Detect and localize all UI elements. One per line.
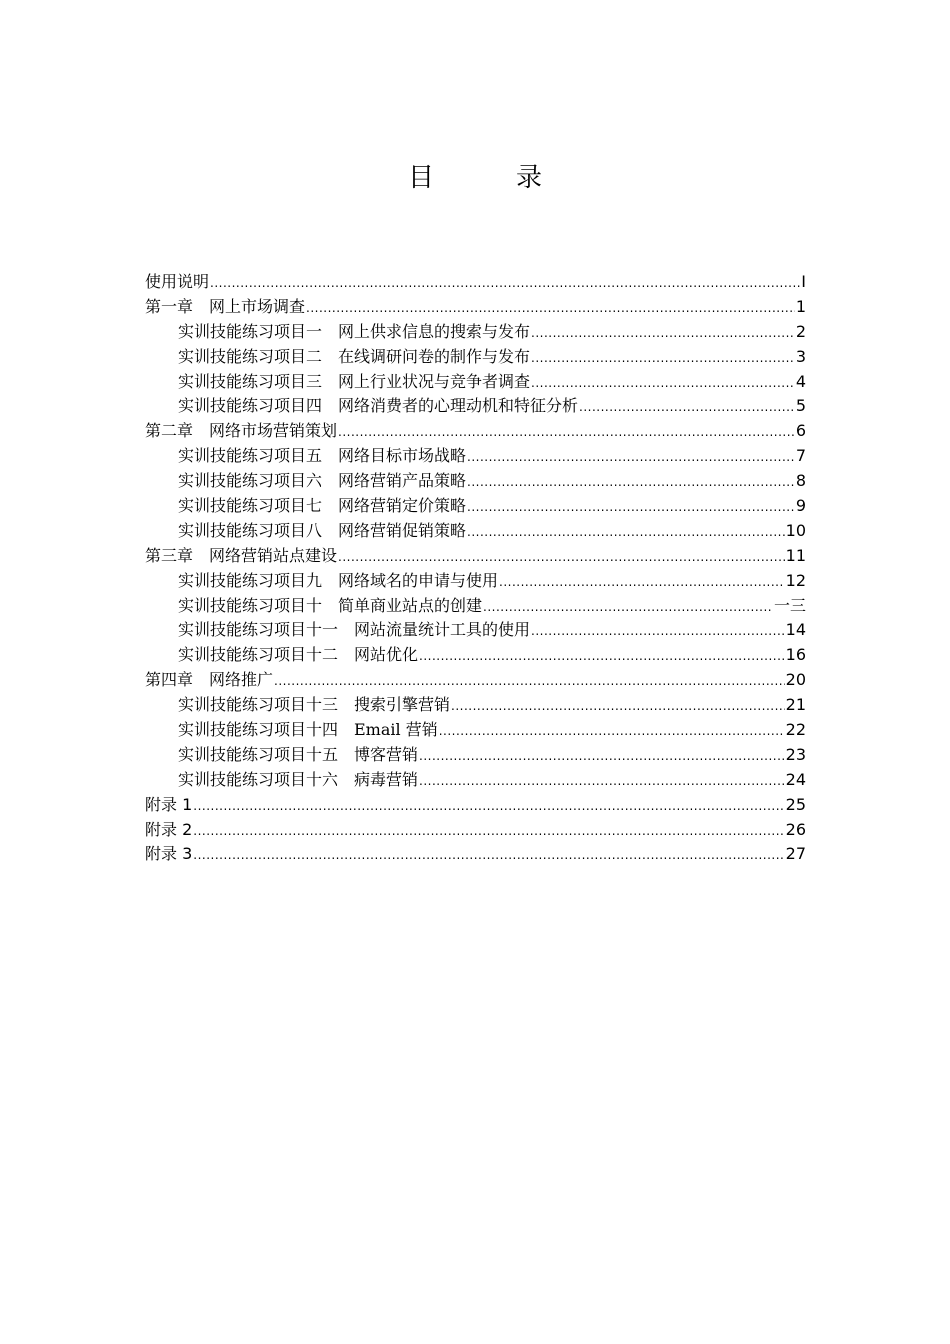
toc-entry-label: 实训技能练习项目十五 博客营销 xyxy=(178,744,419,764)
toc-entry-label: 实训技能练习项目四 网络消费者的心理动机和特征分析 xyxy=(178,396,579,416)
toc-entry[interactable] xyxy=(145,618,806,643)
toc-entry[interactable] xyxy=(145,345,806,370)
toc-entry-label: 实训技能练习项目三 网上行业状况与竞争者调查 xyxy=(178,371,531,391)
toc-entry[interactable] xyxy=(145,842,806,867)
toc-entry[interactable] xyxy=(145,320,806,345)
toc-entry-label: 第三章 网络营销站点建设 xyxy=(145,545,338,565)
toc-entry-page: 24 xyxy=(785,769,806,789)
toc-dot-leader xyxy=(467,520,785,545)
toc-entry[interactable] xyxy=(145,768,806,793)
toc-dot-leader xyxy=(451,694,785,719)
toc-dot-leader xyxy=(274,669,785,694)
toc-dot-leader xyxy=(499,570,785,595)
toc-entry[interactable] xyxy=(145,394,806,419)
toc-entry-page: I xyxy=(801,272,806,291)
toc-entry-page: 一三 xyxy=(773,595,806,615)
toc-entry-page: 7 xyxy=(795,446,806,466)
toc-entry[interactable] xyxy=(145,743,806,768)
toc-entry-label: 实训技能练习项目六 网络营销产品策略 xyxy=(178,471,467,491)
toc-entry-page: 14 xyxy=(785,620,806,640)
toc-dot-leader xyxy=(579,395,795,420)
toc-dot-leader xyxy=(193,819,784,844)
toc-entry[interactable] xyxy=(145,569,806,594)
toc-entry-label: 第一章 网上市场调查 xyxy=(145,296,306,316)
toc-dot-leader xyxy=(338,545,785,570)
toc-dot-leader xyxy=(531,346,795,371)
toc-entry[interactable] xyxy=(145,594,806,619)
toc-entry-page: 3 xyxy=(795,346,806,366)
toc-entry-label: 实训技能练习项目九 网络域名的申请与使用 xyxy=(178,570,499,590)
toc-dot-leader xyxy=(210,271,800,296)
toc-entry-label: 实训技能练习项目十 简单商业站点的创建 xyxy=(178,595,483,615)
toc-dot-leader xyxy=(531,619,785,644)
toc-entry-label: 附录 2 xyxy=(145,819,193,839)
toc-entry[interactable] xyxy=(145,668,806,693)
toc-entry-label: 实训技能练习项目一 网上供求信息的搜索与发布 xyxy=(178,321,531,341)
toc-dot-leader xyxy=(483,595,773,620)
toc-entry-label: 附录 3 xyxy=(145,844,193,864)
toc-entry-page: 16 xyxy=(785,645,806,665)
toc-entry[interactable] xyxy=(145,444,806,469)
toc-entry-label: 实训技能练习项目十六 病毒营销 xyxy=(178,769,419,789)
toc-entry-label: 第二章 网络市场营销策划 xyxy=(145,421,338,441)
toc-dot-leader xyxy=(467,470,795,495)
toc-entry-page: 4 xyxy=(795,371,806,391)
toc-entry[interactable] xyxy=(145,370,806,395)
toc-entry-label: 实训技能练习项目七 网络营销定价策略 xyxy=(178,496,467,516)
toc-entry-page: 8 xyxy=(795,471,806,491)
toc-entry-label: 实训技能练习项目十三 搜索引擎营销 xyxy=(178,695,451,715)
table-of-contents xyxy=(145,270,806,867)
toc-entry[interactable] xyxy=(145,270,806,295)
toc-entry-label: 实训技能练习项目十四 Email 营销 xyxy=(178,720,438,740)
toc-entry-label: 附录 1 xyxy=(145,794,193,814)
toc-entry-label: 第四章 网络推广 xyxy=(145,670,274,690)
toc-entry-page: 26 xyxy=(785,819,806,839)
toc-entry-label: 实训技能练习项目八 网络营销促销策略 xyxy=(178,520,467,540)
toc-entry[interactable] xyxy=(145,295,806,320)
toc-entry[interactable] xyxy=(145,469,806,494)
toc-entry-label: 实训技能练习项目二 在线调研问卷的制作与发布 xyxy=(178,346,531,366)
toc-entry-page: 1 xyxy=(795,296,806,316)
toc-entry-page: 9 xyxy=(795,496,806,516)
toc-dot-leader xyxy=(338,420,795,445)
toc-entry-label: 实训技能练习项目五 网络目标市场战略 xyxy=(178,446,467,466)
toc-dot-leader xyxy=(439,719,785,744)
toc-entry-page: 20 xyxy=(785,670,806,690)
toc-entry[interactable] xyxy=(145,793,806,818)
toc-entry-label: 使用说明 xyxy=(145,272,210,291)
toc-entry[interactable] xyxy=(145,643,806,668)
toc-dot-leader xyxy=(419,644,785,669)
toc-dot-leader xyxy=(531,371,795,396)
toc-dot-leader xyxy=(531,321,795,346)
toc-entry-page: 11 xyxy=(785,545,806,565)
toc-entry[interactable] xyxy=(145,519,806,544)
toc-dot-leader xyxy=(419,769,785,794)
page-title: 目 录 xyxy=(407,163,570,193)
toc-entry[interactable] xyxy=(145,419,806,444)
toc-entry-page: 5 xyxy=(795,396,806,416)
toc-entry[interactable] xyxy=(145,693,806,718)
toc-entry-page: 27 xyxy=(785,844,806,864)
toc-entry[interactable] xyxy=(145,818,806,843)
toc-entry-page: 6 xyxy=(795,421,806,441)
toc-entry-page: 25 xyxy=(785,794,806,814)
toc-dot-leader xyxy=(419,744,785,769)
toc-entry-page: 22 xyxy=(785,720,806,740)
toc-entry-page: 21 xyxy=(785,695,806,715)
toc-entry-page: 12 xyxy=(785,570,806,590)
toc-dot-leader xyxy=(193,843,784,868)
toc-dot-leader xyxy=(467,445,795,470)
toc-entry-page: 10 xyxy=(785,520,806,540)
toc-entry[interactable] xyxy=(145,718,806,743)
toc-entry-page: 2 xyxy=(795,321,806,341)
toc-dot-leader xyxy=(306,296,795,321)
toc-entry-label: 实训技能练习项目十二 网站优化 xyxy=(178,645,419,665)
toc-entry[interactable] xyxy=(145,494,806,519)
toc-dot-leader xyxy=(467,495,795,520)
toc-dot-leader xyxy=(193,794,784,819)
toc-entry-page: 23 xyxy=(785,744,806,764)
toc-entry-label: 实训技能练习项目十一 网站流量统计工具的使用 xyxy=(178,620,531,640)
toc-entry[interactable] xyxy=(145,544,806,569)
